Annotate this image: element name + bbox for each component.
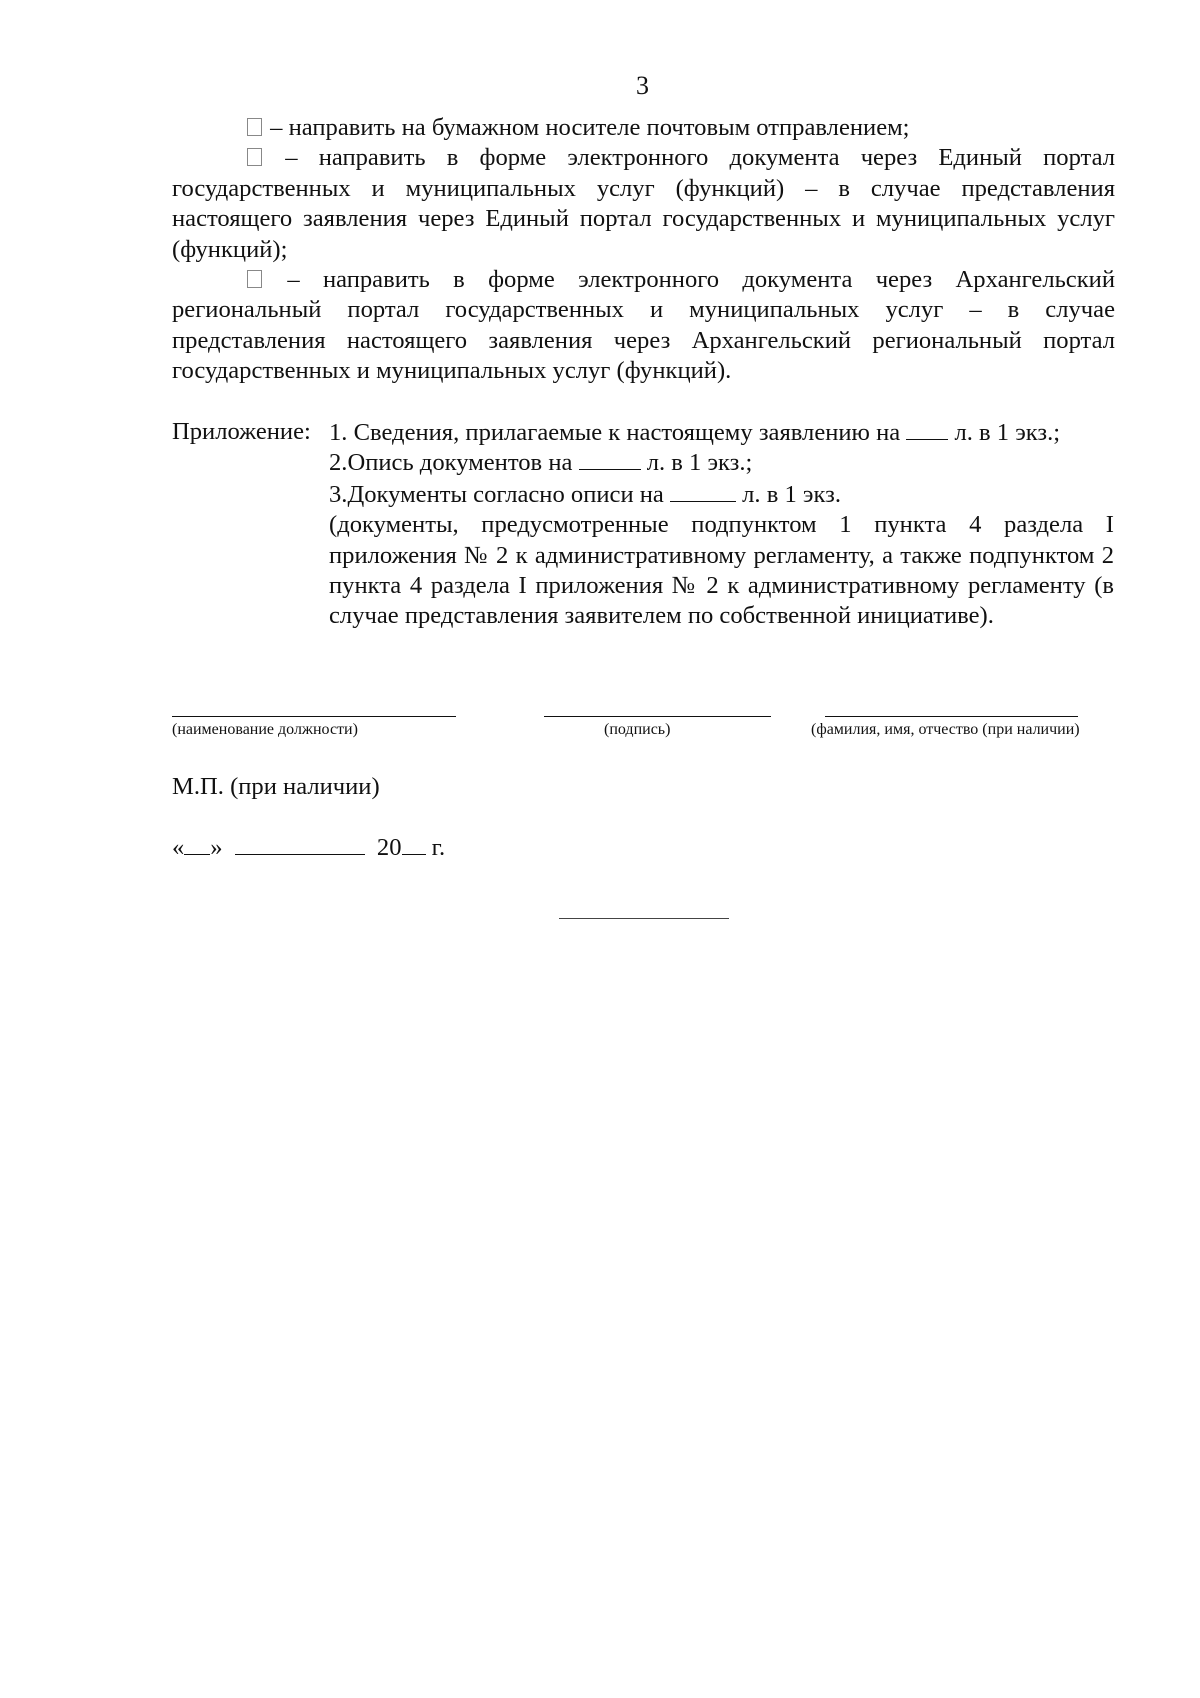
attachment-item-3 — [329, 479, 1114, 510]
checkbox-icon[interactable] — [247, 148, 262, 166]
day-blank[interactable] — [184, 832, 210, 855]
page-number: 3 — [636, 71, 649, 100]
delivery-option-paper — [172, 113, 1115, 143]
sheet-count-blank[interactable] — [906, 417, 948, 440]
sheet-count-blank[interactable] — [579, 447, 641, 470]
year-suffix: г. — [431, 834, 446, 861]
delivery-options — [172, 113, 1115, 387]
attachment-item-2 — [329, 447, 1114, 478]
sheet-count-blank[interactable] — [670, 479, 736, 502]
delivery-option-regional-portal — [172, 265, 1115, 387]
attachment-item-text: 2.Опись документов на — [329, 449, 573, 477]
stamp-label: М.П. (при наличии) — [172, 773, 380, 800]
signature-line[interactable] — [544, 716, 771, 717]
name-line[interactable] — [825, 716, 1078, 717]
attachment-item-1 — [329, 417, 1060, 448]
date-close-quote: » — [210, 834, 223, 861]
signature-caption: (подпись) — [604, 721, 671, 738]
attachment-item-text: 1. Сведения, прилагаемые к настоящему заявлению на — [329, 419, 901, 446]
position-line[interactable] — [172, 716, 456, 717]
checkbox-icon[interactable] — [247, 270, 262, 288]
attachments-label: Приложение: — [172, 418, 311, 445]
delivery-option-label: – направить в форме электронного документа через Единый портал государственных и муниципальных услуг (функций) – в случае представления настоящего заявления через Единый портал государственных и муниципальных услуг (функций); — [172, 144, 1116, 263]
name-caption: (фамилия, имя, отчество (при наличии) — [811, 721, 1080, 738]
checkbox-icon[interactable] — [247, 118, 262, 136]
attachment-item-text: 3.Документы согласно описи на — [329, 480, 664, 508]
attachments-note: (документы, предусмотренные подпунктом 1 пункта 4 раздела I приложения № 2 к административному регламенту, а также подпунктом 2 пункта 4 раздела I приложения № 2 к административному регламенту (в случае представления заявителем по собственной инициативе). — [329, 511, 1114, 630]
month-blank[interactable] — [235, 832, 365, 855]
year-blank[interactable] — [402, 832, 426, 855]
attachment-item-text: л. в 1 экз. — [742, 480, 841, 508]
attachment-item-text: л. в 1 экз.; — [954, 419, 1061, 446]
date-open-quote: « — [172, 834, 185, 861]
position-caption: (наименование должности) — [172, 721, 358, 738]
delivery-option-label: – направить в форме электронного документа через Архангельский региональный портал государственных и муниципальных услуг – в случае представления настоящего заявления через Архангельский региональный портал государственных и муниципальных услуг (функций). — [172, 266, 1115, 385]
attachment-item-text: л. в 1 экз.; — [646, 449, 753, 477]
delivery-option-label: – направить на бумажном носителе почтовым отправлением; — [270, 114, 910, 141]
delivery-option-federal-portal — [172, 143, 1115, 265]
attachments-list — [329, 447, 1114, 631]
year-prefix: 20 — [376, 834, 402, 861]
end-rule — [559, 918, 729, 919]
date-line — [172, 832, 445, 863]
